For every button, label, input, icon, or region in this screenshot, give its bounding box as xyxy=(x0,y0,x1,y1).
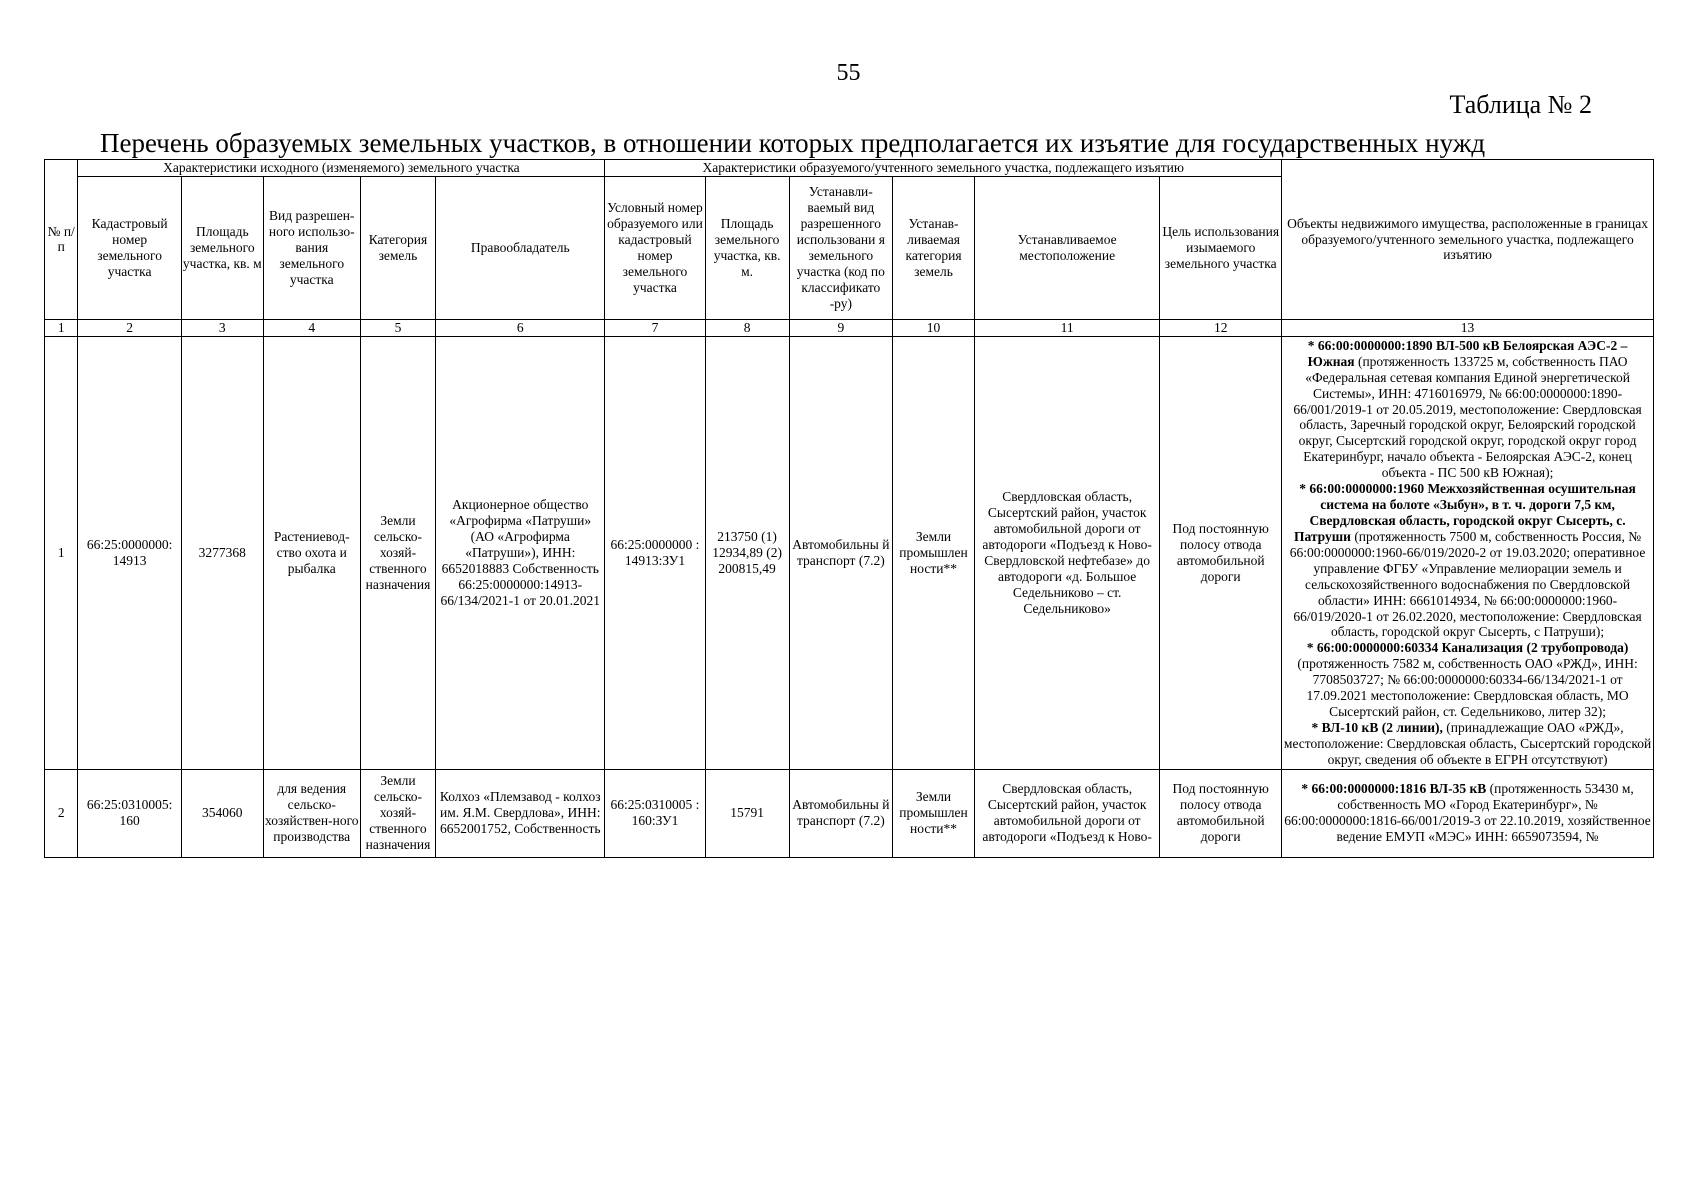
page-number: 55 xyxy=(836,60,861,86)
object-entry: * 66:00:0000000:60334 Канализация (2 трубопровода) (протяженность 7582 м, собственность ОАО «РЖД», ИНН: 7708503727; № 66:00:0000000:60334-66/134/2021-1 от 17.09.2021 местоположение: Свердловская область, МО Сысертский район, ст. Седельниково, литер 32); xyxy=(1297,640,1638,720)
land-category: Земли сельско-хозяй-ственного назначения xyxy=(360,769,435,857)
group-header-formed: Характеристики образуемого/учтенного земельного участка, подлежащего изъятию xyxy=(605,160,1282,177)
new-permitted-use: Автомобильны й транспорт (7.2) xyxy=(789,336,892,769)
column-number: 7 xyxy=(605,319,705,336)
cadastral-number: 66:25:0000000: 14913 xyxy=(78,336,181,769)
column-number: 3 xyxy=(181,319,263,336)
parcel-area: 354060 xyxy=(181,769,263,857)
group-header-source: Характеристики исходного (изменяемого) земельного участка xyxy=(78,160,605,177)
new-location: Свердловская область, Сысертский район, участок автомобильной дороги от автодороги «Подъезд к Ново-Свердловской нефтебазе» до автодороги «д. Большое Седельниково – ст. Седельниково» xyxy=(974,336,1159,769)
new-permitted-use: Автомобильны й транспорт (7.2) xyxy=(789,769,892,857)
column-number: 2 xyxy=(78,319,181,336)
new-land-category: Земли промышлен ности** xyxy=(893,336,975,769)
column-number: 11 xyxy=(974,319,1159,336)
real-estate-objects xyxy=(1282,336,1654,769)
object-entry: * 66:00:0000000:1816 ВЛ-35 кВ (протяженность 53430 м, собственность МО «Город Екатеринбург», № 66:00:0000000:1816-66/001/2019-3 от 22.10.2019, хозяйственное ведение ЕМУП «МЭС» ИНН: 6659073594, № xyxy=(1284,781,1651,845)
col-header-10: Устанав-ливаемая категория земель xyxy=(893,176,975,319)
permitted-use: Растениевод-ство охота и рыбалка xyxy=(263,336,360,769)
col-header-8: Площадь земельного участка, кв. м. xyxy=(705,176,789,319)
col-header-12: Цель использования изымаемого земельного участка xyxy=(1160,176,1282,319)
column-number: 9 xyxy=(789,319,892,336)
seizure-purpose: Под постоянную полосу отвода автомобильной дороги xyxy=(1160,336,1282,769)
col-header-11: Устанавливаемое местоположение xyxy=(974,176,1159,319)
object-entry: * 66:00:0000000:1960 Межхозяйственная осушительная система на болоте «Зыбун», в т. ч. дороги 7,5 км, Свердловская область, городской округ Сысерть, с. Патруши (протяженность 7500 м, собственность Россия, № 66:00:0000000:1960-66/019/2020-2 от 19.03.2020; оперативное управление ФГБУ «Управление мелиорации земель и сельскохозяйственного водоснабжения по Свердловской области» ИНН: 6661014934, № 66:00:0000000:1960-66/019/2020-1 от 26.02.2020, местоположение: Свердловская область, городской округ Сысерть, с Патруши); xyxy=(1289,481,1646,640)
owner: Акционерное общество «Агрофирма «Патруши» (АО «Агрофирма «Патруши»), ИНН: 6652018883 Собственность 66:25:0000000:14913-66/134/2021-1 от 20.01.2021 xyxy=(436,336,605,769)
col-header-9: Устанавли-ваемый вид разрешенного использовани я земельного участка (код по классификато -ру) xyxy=(789,176,892,319)
table-row xyxy=(45,336,1654,769)
col-header-6: Правообладатель xyxy=(436,176,605,319)
new-land-category: Земли промышлен ности** xyxy=(893,769,975,857)
seizure-purpose: Под постоянную полосу отвода автомобильной дороги xyxy=(1160,769,1282,857)
row-number: 2 xyxy=(45,769,78,857)
permitted-use: для ведения сельско-хозяйствен-ного производства xyxy=(263,769,360,857)
parcel-area: 3277368 xyxy=(181,336,263,769)
col-header-3: Площадь земельного участка, кв. м xyxy=(181,176,263,319)
column-number: 1 xyxy=(45,319,78,336)
column-number: 10 xyxy=(893,319,975,336)
row-number: 1 xyxy=(45,336,78,769)
col-header-13: Объекты недвижимого имущества, расположенные в границах образуемого/учтенного земельного участка, подлежащего изъятию xyxy=(1282,160,1654,320)
table-label: Таблица № 2 xyxy=(1449,90,1592,119)
col-header-4: Вид разрешен-ного использо-вания земельного участка xyxy=(263,176,360,319)
table-row xyxy=(45,769,1654,857)
new-parcel-area: 213750 (1) 12934,89 (2) 200815,49 xyxy=(705,336,789,769)
new-parcel-area: 15791 xyxy=(705,769,789,857)
new-parcel-number: 66:25:0000000 : 14913:ЗУ1 xyxy=(605,336,705,769)
new-location: Свердловская область, Сысертский район, участок автомобильной дороги от автодороги «Подъезд к Ново- xyxy=(974,769,1159,857)
object-entry: * 66:00:0000000:1890 ВЛ-500 кВ Белоярская АЭС-2 – Южная (протяженность 133725 м, собственность ПАО «Федеральная сетевая компания Единой энергетической Системы», ИНН: 4716016979, № 66:00:0000000:1890-66/001/2019-1 от 20.05.2019, местоположение: Свердловская область, Заречный городской округ, Белоярский городской округ, Сысертский городской округ, городской округ город Екатеринбург, начало объекта - Белоярская АЭС-2, конец объекта - ПС 500 кВ Южная); xyxy=(1293,337,1642,481)
object-entry: * ВЛ-10 кВ (2 линии), (принадлежащие ОАО «РЖД», местоположение: Свердловская область, Сысертский городской округ, сведения об объекте в ЕГРН отсутствуют) xyxy=(1283,719,1652,767)
column-number: 6 xyxy=(436,319,605,336)
column-number: 13 xyxy=(1282,319,1654,336)
column-number: 12 xyxy=(1160,319,1282,336)
col-header-1: № п/п xyxy=(45,160,78,320)
cadastral-number: 66:25:0310005: 160 xyxy=(78,769,181,857)
real-estate-objects xyxy=(1282,769,1654,857)
col-header-5: Категория земель xyxy=(360,176,435,319)
col-header-7: Условный номер образуемого или кадастровый номер земельного участка xyxy=(605,176,705,319)
land-category: Земли сельско-хозяй-ственного назначения xyxy=(360,336,435,769)
new-parcel-number: 66:25:0310005 : 160:ЗУ1 xyxy=(605,769,705,857)
document-title: Перечень образуемых земельных участков, в отношении которых предполагается их изъятие для государственных нужд xyxy=(100,128,1486,158)
col-header-2: Кадастровый номер земельного участка xyxy=(78,176,181,319)
land-parcels-table xyxy=(44,159,1654,858)
column-number: 5 xyxy=(360,319,435,336)
column-number: 4 xyxy=(263,319,360,336)
owner: Колхоз «Племзавод - колхоз им. Я.М. Свердлова», ИНН: 6652001752, Собственность xyxy=(436,769,605,857)
column-number: 8 xyxy=(705,319,789,336)
